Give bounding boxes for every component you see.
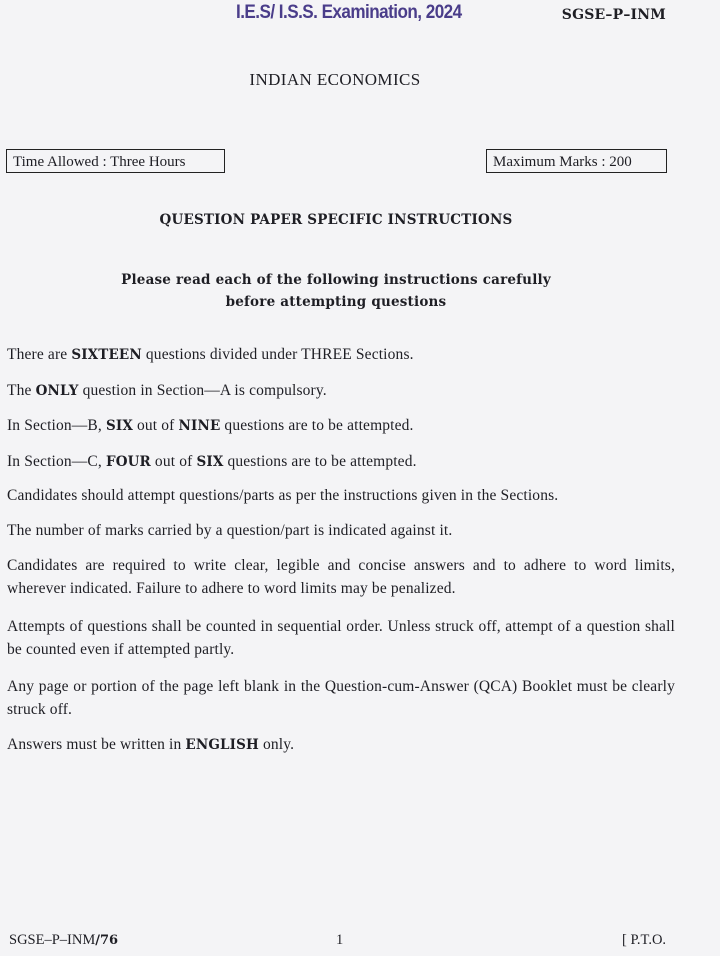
maximum-marks-box: Maximum Marks : 200 (486, 149, 667, 173)
paper-code: SGSE–P–INM (561, 7, 666, 23)
instruction-attempt-parts: Candidates should attempt questions/parts as per the instructions given in the Sections. (7, 487, 559, 504)
please-turn-over: [ P.T.O. (622, 932, 667, 948)
instruction-section-c: In Section—C, FOUR out of SIX questions are to be attempted. (7, 453, 417, 470)
page-number: 1 (336, 932, 344, 948)
instruction-blank-pages: Any page or portion of the page left blank in the Question-cum-Answer (QCA) Booklet must be clearly struck off. (7, 678, 675, 718)
instructions-heading: QUESTION PAPER SPECIFIC INSTRUCTIONS (159, 212, 513, 228)
instruction-section-a: The ONLY question in Section—A is compulsory. (7, 382, 327, 399)
time-allowed-box: Time Allowed : Three Hours (6, 149, 225, 173)
subject-title: INDIAN ECONOMICS (249, 70, 421, 89)
instruction-language: Answers must be written in ENGLISH only. (7, 736, 295, 753)
exam-stamp: I.E.S/ I.S.S. Examination, 2024 (236, 2, 462, 23)
read-carefully-line1: Please read each of the following instructions carefully (121, 272, 551, 288)
instruction-sequential-order: Attempts of questions shall be counted in sequential order. Unless struck off, attempt of a question shall be counted even if attempted partly. (7, 618, 675, 658)
footer-paper-code: SGSE–P–INM/76 (9, 932, 119, 948)
instruction-question-count: There are SIXTEEN questions divided under THREE Sections. (7, 346, 414, 363)
instruction-word-limits: Candidates are required to write clear, legible and concise answers and to adhere to word limits, wherever indicated. Failure to adhere to word limits may be penalized. (7, 557, 675, 597)
instruction-section-b: In Section—B, SIX out of NINE questions are to be attempted. (7, 417, 414, 434)
read-carefully-line2: before attempting questions (225, 294, 447, 310)
instruction-marks: The number of marks carried by a question/part is indicated against it. (7, 522, 453, 539)
